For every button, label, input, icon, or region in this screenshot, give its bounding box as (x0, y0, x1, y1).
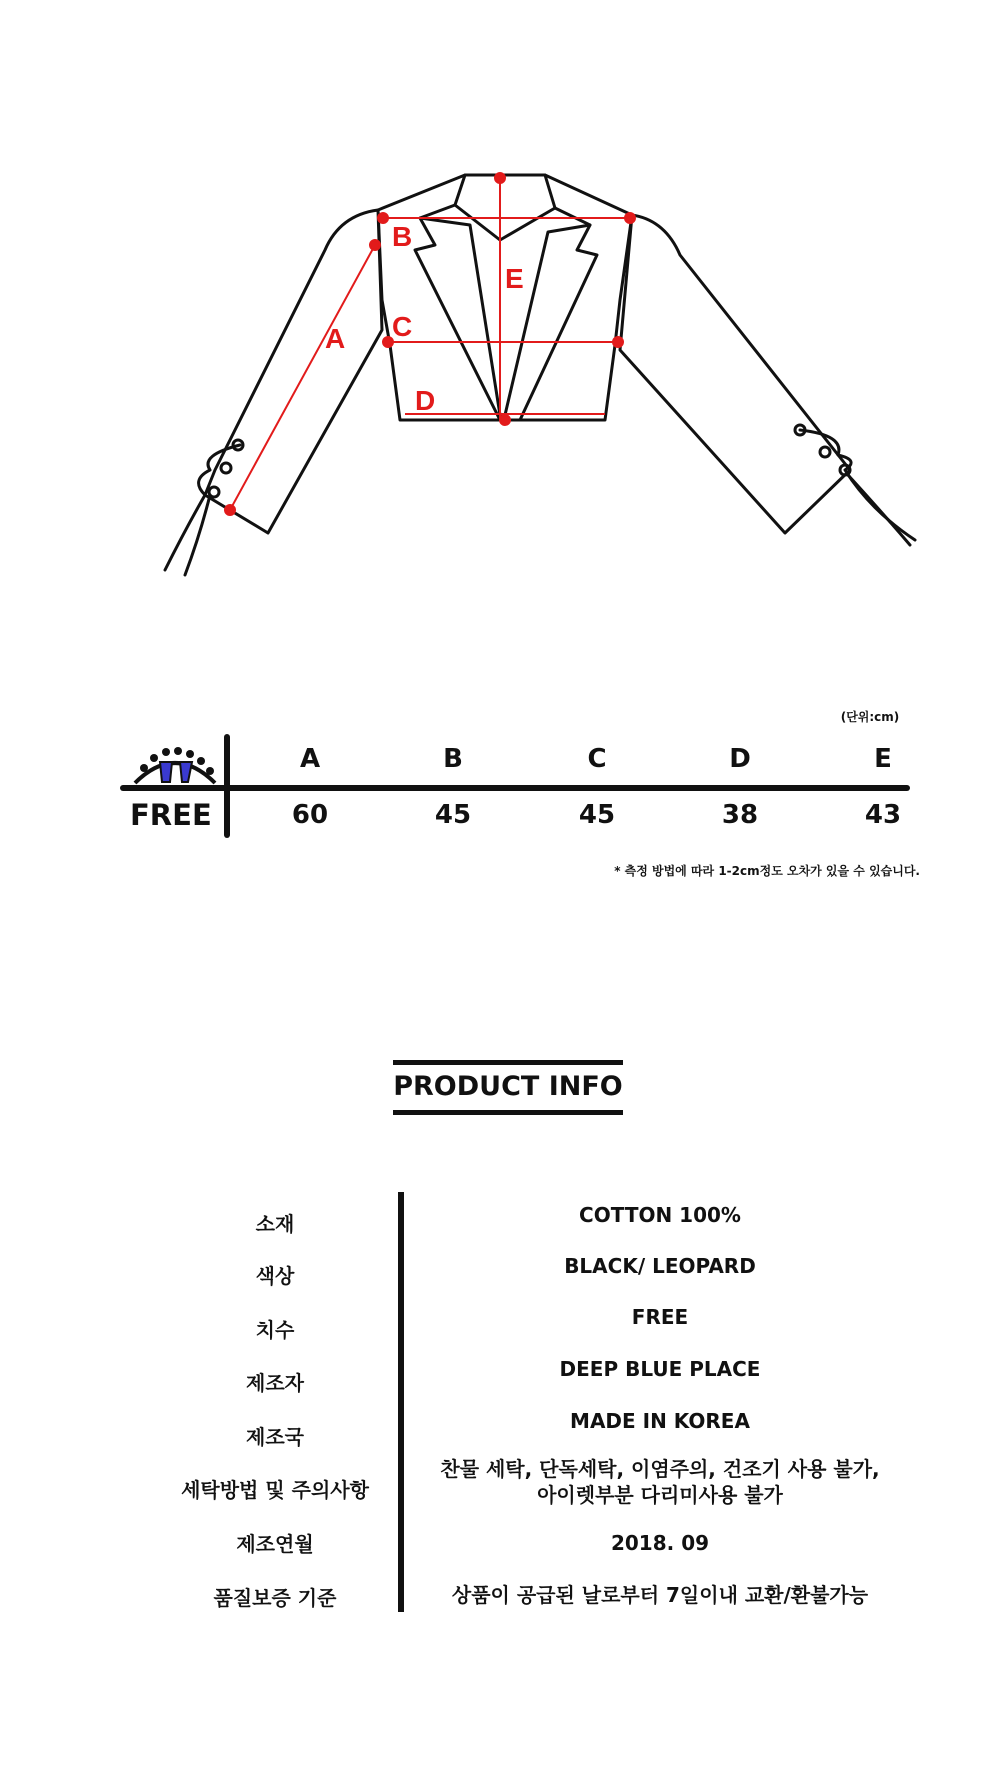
info-value-manufacture-date: 2018. 09 (610, 1531, 710, 1555)
measure-point (500, 415, 510, 425)
heading-rule-top (393, 1060, 623, 1065)
value-a: 60 (291, 800, 329, 830)
info-label-country: 제조국 (246, 1425, 304, 1449)
product-info-title: PRODUCT INFO (393, 1071, 623, 1102)
header-c: C (587, 744, 607, 774)
header-e: E (874, 744, 892, 774)
measure-point (370, 240, 380, 250)
info-value-material: COTTON 100% (579, 1203, 741, 1227)
table-divider-vertical (224, 734, 230, 838)
size-table (120, 730, 910, 840)
value-b: 45 (434, 800, 472, 830)
product-info-heading (393, 1060, 623, 1116)
info-value-color: BLACK/ LEOPARD (564, 1254, 756, 1278)
size-name: FREE (130, 798, 212, 832)
value-e: 43 (864, 800, 902, 830)
info-label-material: 소재 (255, 1212, 295, 1236)
measurement-note: * 측정 방법에 따라 1-2cm정도 오차가 있을 수 있습니다. (614, 864, 920, 878)
info-value-warranty: 상품이 공급된 날로부터 7일이내 교환/환불가능 (451, 1583, 869, 1607)
value-c: 45 (578, 800, 616, 830)
label-c: C (392, 311, 413, 342)
info-value-size: FREE (631, 1305, 689, 1329)
mascot-icon (130, 738, 220, 786)
header-b: B (443, 744, 463, 774)
info-label-size: 치수 (255, 1318, 295, 1342)
heading-rule-bottom (393, 1110, 623, 1115)
unit-label: (단위:cm) (840, 710, 900, 724)
info-label-color: 색상 (255, 1264, 295, 1288)
info-value-washing-line2: 아이렛부분 다리미사용 불가 (537, 1483, 783, 1507)
info-label-manufacturer: 제조자 (246, 1371, 304, 1395)
label-a: A (325, 323, 346, 354)
info-value-manufacturer: DEEP BLUE PLACE (559, 1357, 761, 1381)
header-a: A (299, 744, 321, 774)
jacket-measurement-diagram (0, 0, 1000, 620)
product-info-table (0, 1190, 1000, 1620)
label-e: E (505, 263, 524, 294)
label-d: D (415, 385, 436, 416)
info-value-country: MADE IN KOREA (570, 1409, 750, 1433)
measure-point (625, 213, 635, 223)
jacket-outline (165, 175, 915, 575)
info-label-manufacture-date: 제조연월 (236, 1532, 314, 1556)
value-d: 38 (721, 800, 759, 830)
measure-point (613, 337, 623, 347)
info-label-warranty: 품질보증 기준 (213, 1586, 337, 1610)
measure-point (378, 213, 388, 223)
label-b: B (392, 221, 413, 252)
info-value-washing: 찬물 세탁, 단독세탁, 이염주의, 건조기 사용 불가, (440, 1457, 880, 1481)
measure-point (225, 505, 235, 515)
header-d: D (729, 744, 751, 774)
measure-point (495, 173, 505, 183)
info-label-washing: 세탁방법 및 주의사항 (181, 1478, 369, 1502)
table-divider-horizontal (120, 785, 910, 791)
